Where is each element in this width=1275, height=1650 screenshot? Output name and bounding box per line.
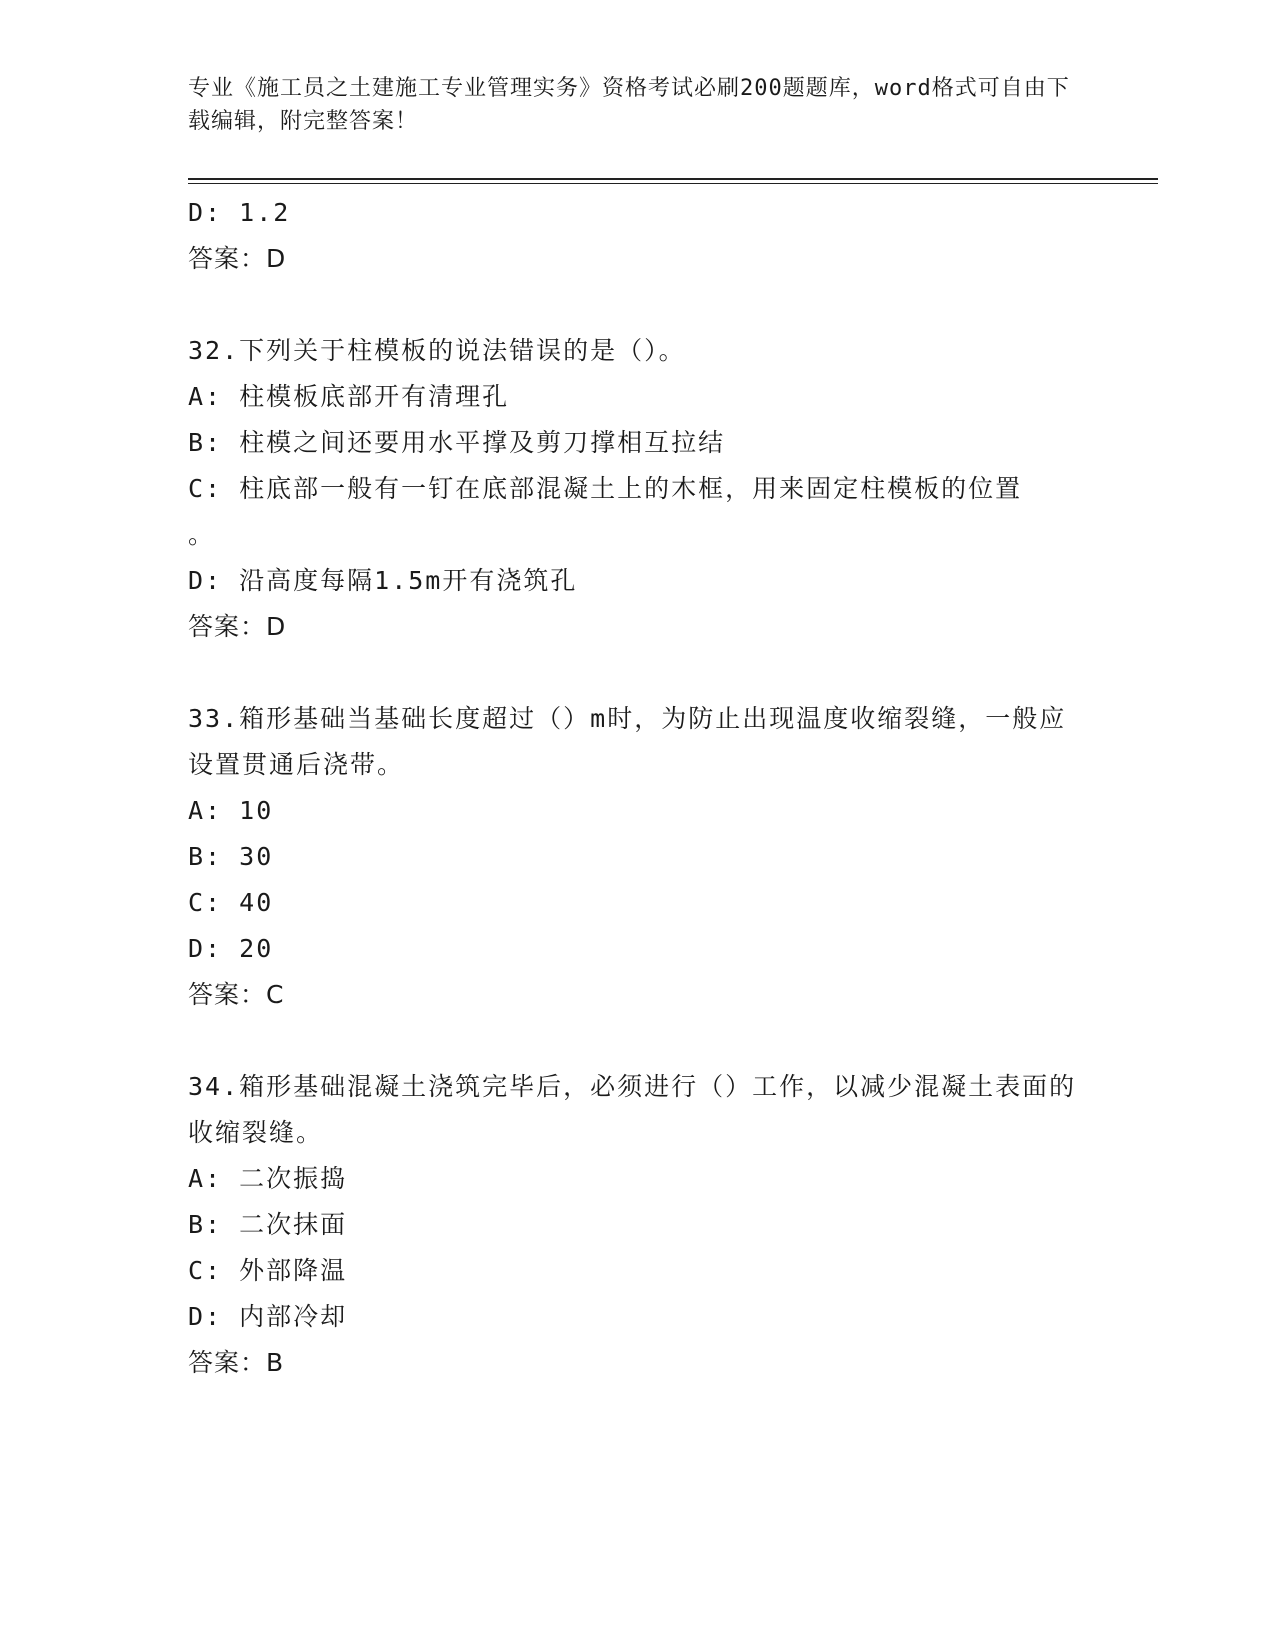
question-31 xyxy=(188,190,1088,282)
option-d: D: 内部冷却 xyxy=(188,1302,348,1331)
header-rule-thin xyxy=(188,183,1158,184)
spacer xyxy=(188,282,1088,328)
answer-label: 答案：B xyxy=(188,1348,285,1377)
spacer xyxy=(188,1018,1088,1064)
option-b: B: 二次抹面 xyxy=(188,1210,348,1239)
answer-label: 答案：C xyxy=(188,980,285,1009)
option-d: D: 1.2 xyxy=(188,198,291,227)
question-33 xyxy=(188,696,1088,1018)
option-c: C: 外部降温 xyxy=(188,1256,348,1285)
question-list xyxy=(188,190,1088,1386)
page-header-title: 专业《施工员之土建施工专业管理实务》资格考试必刷200题题库，word格式可自由下载编辑，附完整答案！ xyxy=(188,76,1070,134)
option-c: C: 柱底部一般有一钉在底部混凝土上的木框，用来固定柱模板的位置 xyxy=(188,474,1023,503)
option-a: A: 二次振捣 xyxy=(188,1164,348,1193)
option-a: A: 10 xyxy=(188,796,274,825)
spacer xyxy=(188,650,1088,696)
option-d: D: 沿高度每隔1.5m开有浇筑孔 xyxy=(188,566,578,595)
option-b: B: 柱模之间还要用水平撑及剪刀撑相互拉结 xyxy=(188,428,726,457)
answer-label: 答案：D xyxy=(188,612,287,641)
header-rule-thick xyxy=(188,178,1158,180)
question-stem: 34.箱形基础混凝土浇筑完毕后，必须进行（）工作，以减少混凝土表面的收缩裂缝。 xyxy=(188,1072,1077,1147)
option-d: D: 20 xyxy=(188,934,274,963)
question-stem: 33.箱形基础当基础长度超过（）m时，为防止出现温度收缩裂缝，一般应设置贯通后浇带。 xyxy=(188,704,1067,779)
question-32 xyxy=(188,328,1088,650)
option-c: C: 40 xyxy=(188,888,274,917)
answer-label: 答案：D xyxy=(188,244,287,273)
option-a: A: 柱模板底部开有清理孔 xyxy=(188,382,510,411)
question-stem: 32.下列关于柱模板的说法错误的是（）。 xyxy=(188,336,686,365)
option-b: B: 30 xyxy=(188,842,274,871)
option-c-continuation: 。 xyxy=(188,520,216,549)
question-34 xyxy=(188,1064,1088,1386)
